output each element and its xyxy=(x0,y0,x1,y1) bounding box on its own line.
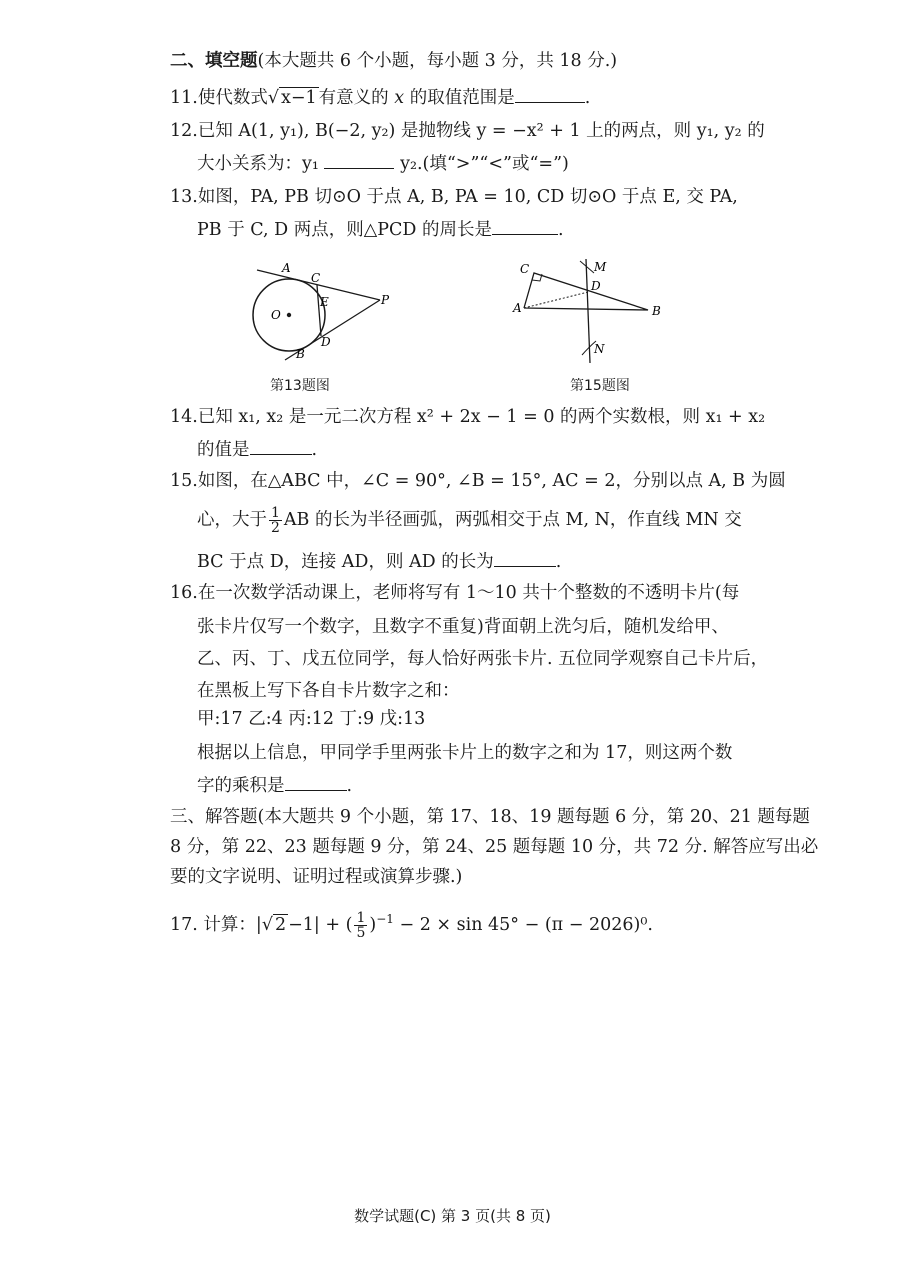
page-footer: 数学试题(C) 第 3 页(共 8 页) xyxy=(354,1207,551,1225)
question-12 xyxy=(170,118,765,144)
label-o: O xyxy=(271,308,281,322)
question-16 xyxy=(170,580,739,606)
q15-line2-post: AB 的长为半径画弧，两弧相交于点 M, N，作直线 MN 交 xyxy=(283,510,742,530)
label-n: N xyxy=(594,342,605,356)
section2-heading xyxy=(170,48,617,74)
label-b: B xyxy=(652,304,661,318)
q14-period: . xyxy=(311,440,318,460)
q11-variable: x xyxy=(394,88,405,108)
q13-line2: PB 于 C, D 两点，则△PCD 的周长是 xyxy=(197,220,492,240)
section3-line1: 三、解答题(本大题共 9 个小题，第 17、18、19 题每题 6 分，第 20、21 题每题 xyxy=(170,807,810,827)
q11-text-3: 的取值范围是 xyxy=(409,88,515,108)
q16-line2: 张卡片仅写一个数字，且数字不重复)背面朝上洗匀后，随机发给甲、 xyxy=(197,617,729,637)
q17-frac-num: 1 xyxy=(356,909,366,926)
q16-line6: 根据以上信息，甲同学手里两张卡片上的数字之和为 17，则这两个数 xyxy=(197,743,733,763)
question-15-line3 xyxy=(197,548,561,575)
q13-answer-blank[interactable] xyxy=(492,216,558,235)
q11-text-2: 有意义的 xyxy=(318,88,389,108)
q16-line1: 在一次数学活动课上，老师将写有 1～10 共十个整数的不透明卡片(每 xyxy=(197,583,740,603)
q12-line2-pre: 大小关系为：y₁ xyxy=(197,154,319,174)
label-b: B xyxy=(296,347,305,361)
q14-line1: 已知 x₁, x₂ 是一元二次方程 x² + 2x − 1 = 0 的两个实数根，则 x₁ + x₂ xyxy=(197,407,766,427)
q11-number: 11. xyxy=(170,88,198,108)
q16-number: 16. xyxy=(170,583,198,603)
label-d: D xyxy=(321,335,331,349)
q16-period: . xyxy=(346,776,353,796)
q17-fraction xyxy=(354,911,367,940)
q15-line2-pre: 心，大于 xyxy=(197,510,267,530)
question-15 xyxy=(170,468,786,494)
label-a: A xyxy=(513,301,522,315)
question-11: 11.使代数式√ x−1 有意义的 x 的取值范围是 . xyxy=(170,84,590,111)
q15-answer-blank[interactable] xyxy=(494,548,556,567)
section3-line2: 8 分，第 22、23 题每题 9 分，第 24、25 题每题 10 分，共 72 分. 解答应写出必 xyxy=(170,837,819,857)
tangent-cd xyxy=(317,285,321,336)
label-e: E xyxy=(320,295,329,309)
line-ad xyxy=(524,292,588,308)
q16-line7: 字的乘积是 xyxy=(197,776,285,796)
q15-period: . xyxy=(555,552,562,572)
fig15-caption: 第15题图 xyxy=(570,378,630,394)
q14-line2: 的值是 xyxy=(197,440,250,460)
q16-line4: 在黑板上写下各自卡片数字之和： xyxy=(197,681,460,701)
triangle-abc xyxy=(524,273,648,310)
q13-line1: 如图，PA, PB 切⊙O 于点 A, B, PA = 10, CD 切⊙O 于点 E, 交 PA, xyxy=(197,187,738,207)
q14-answer-blank[interactable] xyxy=(250,436,312,455)
q16-line3: 乙、丙、丁、戊五位同学，每人恰好两张卡片. 五位同学观察自己卡片后， xyxy=(197,649,769,669)
q16-answer-blank[interactable] xyxy=(285,772,347,791)
label-p: P xyxy=(381,293,390,307)
q15-frac-den: 2 xyxy=(271,520,280,536)
label-d: D xyxy=(591,279,601,293)
q17-post: − 2 × sin 45° − (π − 2026)⁰. xyxy=(399,914,653,935)
q17-exponent: −1 xyxy=(376,912,394,926)
q11-period: . xyxy=(584,88,591,108)
q14-number: 14. xyxy=(170,407,198,427)
q15-line1: 如图，在△ABC 中，∠C = 90°, ∠B = 15°, AC = 2，分别以点 A, B 为圆 xyxy=(197,471,786,491)
q15-fraction xyxy=(269,506,282,535)
question-16-line7 xyxy=(197,772,352,799)
q11-radicand: x−1 xyxy=(281,88,317,108)
q17-number: 17. xyxy=(170,914,198,935)
q12-line2-post: y₂.(填“>”“<”或“=”) xyxy=(400,154,569,174)
figure-15 xyxy=(510,255,670,370)
label-c: C xyxy=(311,271,321,285)
q17-mid: −1| + ( xyxy=(288,914,353,935)
label-m: M xyxy=(594,260,607,274)
figure-13 xyxy=(245,258,405,368)
label-a: A xyxy=(282,261,291,275)
q11-text: 使代数式 xyxy=(197,88,268,108)
q11-answer-blank[interactable] xyxy=(515,84,585,103)
q17-frac-den: 5 xyxy=(356,924,366,941)
label-c: C xyxy=(520,262,530,276)
q15-frac-num: 1 xyxy=(271,505,280,521)
q16-line5: 甲:17 乙:4 丙:12 丁:9 戊:13 xyxy=(197,709,426,729)
question-13 xyxy=(170,184,738,210)
q13-period: . xyxy=(557,220,564,240)
question-12-line2 xyxy=(197,150,569,177)
section3-line3: 要的文字说明、证明过程或演算步骤.) xyxy=(170,867,463,887)
q12-number: 12. xyxy=(170,121,198,141)
q15-line3: BC 于点 D，连接 AD，则 AD 的长为 xyxy=(197,552,494,572)
q17-pre: 计算：| xyxy=(203,914,262,935)
question-13-line2 xyxy=(197,216,564,243)
section2-note: (本大题共 6 个小题，每小题 3 分，共 18 分.) xyxy=(257,51,618,71)
section2-title: 二、填空题 xyxy=(170,51,258,71)
question-15-line2 xyxy=(197,506,742,535)
q12-answer-blank[interactable] xyxy=(324,150,394,169)
q15-number: 15. xyxy=(170,471,198,491)
question-14-line2 xyxy=(197,436,317,463)
center-o xyxy=(287,313,291,317)
q13-number: 13. xyxy=(170,187,198,207)
q17-radicand: 2 xyxy=(274,914,287,935)
q12-line1: 已知 A(1, y₁), B(−2, y₂) 是抛物线 y = −x² + 1 上的两点，则 y₁, y₂ 的 xyxy=(197,121,765,141)
question-17: 17. 计算：|√ 2 −1| + ( $\frac{1}{5}$ )$^{-1}$ − 2 × sin 45° − (π − 2026)⁰. xyxy=(170,909,653,941)
question-14 xyxy=(170,404,765,430)
fig13-caption: 第13题图 xyxy=(270,378,330,394)
